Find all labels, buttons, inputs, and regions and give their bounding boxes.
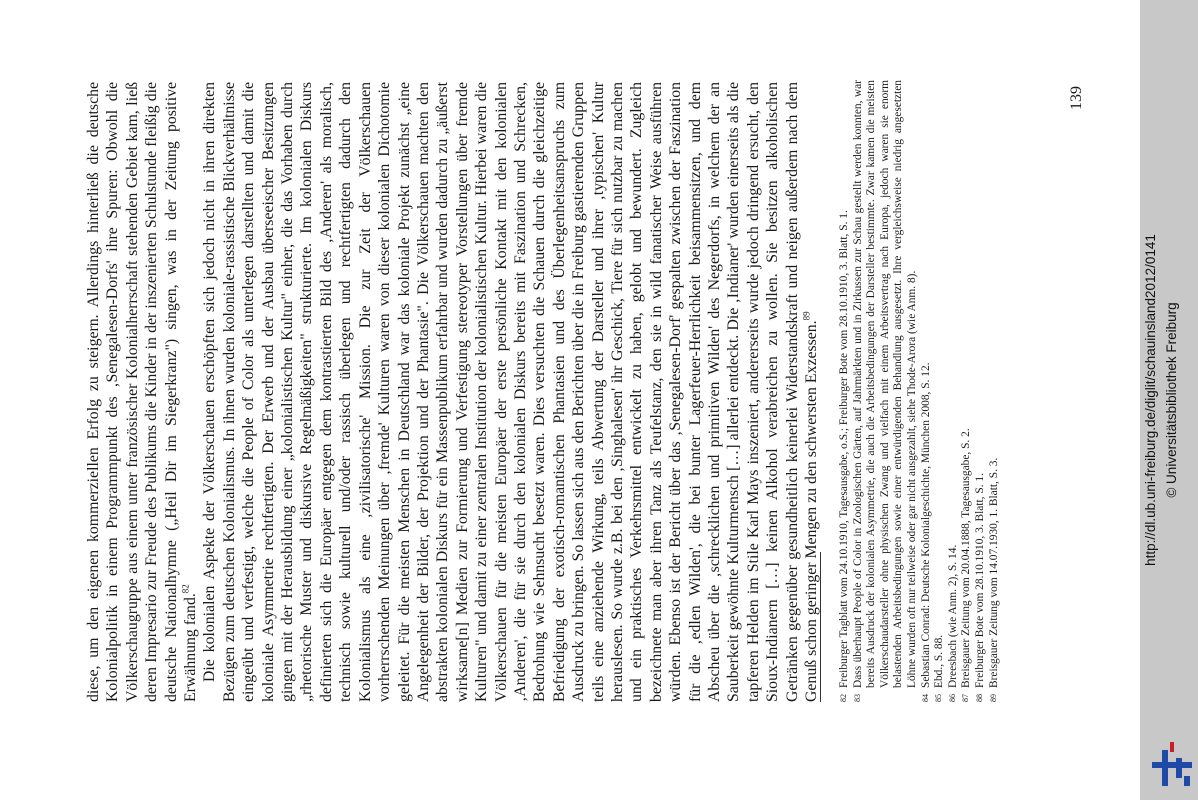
- footnote: 83 Dass überhaupt People of Color in Zoologischen Gärten, auf Jahrmärkten und in Zirkussen zur Schau gestellt werden konnten, war bereits Ausdruck der kolonialen Asymmetrie, die auch die Arbeitsbedingungen der Darsteller bestimmte. Zwar kamen die meisten Völkerschaudarsteller ohne physischen Zwang und vielfach mit einem Arbeitsvertrag nach Europa, jedoch waren sie enorm belastenden Arbeitsbedingungen sowie einer entwürdigenden Behandlung ausgesetzt. Ihre vergleichsweise niedrig angesetzten Löhne wurden oft nur teilweise oder gar nicht ausgezahlt, siehe Thode-Arora (wie Anm. 8).: [851, 80, 918, 702]
- footnote: 84 Sebastian Conrad: Deutsche Kolonialgeschichte, München 2008, S. 12.: [919, 362, 932, 702]
- footnote: 88 Freiburger Bote vom 28.10.1910, 3. Blatt, S. 1.: [973, 473, 986, 702]
- source-url-link[interactable]: http://dl.ub.uni-freiburg.de/diglit/schauinsland2012/0141: [1143, 234, 1158, 566]
- logo-bar: [1162, 750, 1168, 786]
- copyright-notice: © Universitätsbibliothek Freiburg: [1164, 302, 1179, 498]
- strip-text: [1140, 0, 1198, 800]
- footnote: 82 Freiburger Tagblatt vom 24.10.1910, Tagesausgabe, o.S.; Freiburger Bote vom 28.10.1910, 3. Blatt, S. 1.: [838, 210, 850, 702]
- logo-bar: [1176, 758, 1182, 778]
- footnotes: [838, 80, 1001, 702]
- footnote-ref: 82: [180, 584, 191, 594]
- logo-bar: [1152, 762, 1192, 768]
- body-text: [84, 82, 821, 702]
- footnote: 85 Ebd., S. 88.: [933, 634, 946, 702]
- footnote-ref: 89: [801, 311, 812, 321]
- ub-freiburg-logo-icon: [1150, 736, 1194, 796]
- body-paragraph: Die kolonialen Aspekte der Völkerschauen erschöpften sich jedoch nicht in ihren direkten Bezügen zum deutschen Kolonialismus. In ihnen wurden koloniale-rassistische Blickverhältnisse eingeübt und verfestigt, welche die People of Color als unterlegen darstellten und damit die koloniale Asymmetrie rechtfertigten. Der Erwerb und der Ausbau überseeischer Besitzungen gingen mit der Herausbildung einer „kolonialistischen Kultur" einher, die das Vorhaben durch „rhetorische Muster und diskursive Regelmäßigkeiten" strukturierte. Im kolonialen Diskurs definierten sich die Europäer entgegen dem kontrastierten Bild des ‚Anderen' als moralisch, technisch sowie kulturell und/oder rassisch überlegen und rechtfertigten dadurch den Kolonialismus als eine ‚zivilisatorische' Mission. Die zur Zeit der Völkerschauen vorherrschenden Meinungen über ‚fremde' Kulturen waren von dieser kolonialen Dichotomie geleitet. Für die meisten Menschen in Deutschland war das koloniale Projekt zunächst „eine Angelegenheit der Bilder, der Projektion und der Phantasie". Die Völkerschauen machten den abstrakten kolonialen Diskurs für ein Massenpublikum erfahrbar und wurden dadurch zu „äußerst wirksame[n] Medien zur Formierung und Verfestigung stereotyper Vorstellungen über fremde Kulturen" und damit zu einer zentralen Institution der kolonialistischen Kultur. Hierbei waren die Völkerschauen für die meisten Europäer der erste persönliche Kontakt mit den kolonialen ‚Anderen', die für sie durch den kolonialen Diskurs bereits mit Faszination und Schrecken, Bedrohung wie Sehnsucht besetzt waren. Dies versuchten die Schauen durch die gleichzeitige Befriedigung der exotisch-romantischen Phantasien und des Überlegenheitsanspruchs zum Ausdruck zu bringen. So lassen sich aus den Berichten über die in Freiburg gastierenden Gruppen teils eine anziehende Wirkung, teils Abwertung der Darsteller und ihrer ‚typischen' Kultur herauslesen. So wurde z.B. bei den ‚Singhalesen' ihr Geschick, Tiere für sich nutzbar zu machen und ein praktisches Verkehrsmittel entwickelt zu haben, gelobt und bewundert. Zugleich bezeichnete man aber ihren Tanz als Teufelstanz, den sie in wild fanatischer Weise ausführen würden. Ebenso ist der Bericht über das ‚Senegalesen-Dorf' gespalten zwischen der Faszination für die ‚edlen Wilden', die bei bunter Lagerfeuer-Herrlichkeit beisammensitzen, und dem Abscheu über die ‚schrecklichen und primitiven Wilden' des Negerdorfs, in welchem der an Sauberkeit gewöhnte Kulturmensch […] allerlei entdeckt. Die ‚Indianer' wurden einerseits als die tapferen Helden im Stile Karl Mays inszeniert, andererseits wurde jedoch dringend ersucht, den Sioux-Indianern […] keinen Alkohol verabreichen zu wollen. Sie besitzen alkoholischen Getränken gegenüber gesundheitlich keinerlei Widerstandskraft und neigen außerdem nach dem Genuß schon geringer Mengen zu den schwersten Exzessen.$^{89}$: [201, 82, 821, 702]
- body-paragraph: diese, um den eigenen kommerziellen Erfolg zu steigern. Allerdings hinterließ die deutsche Kolonialpolitik in einem Programmpunkt des ‚Senegalesen-Dorfs' ihre Spuren: Obwohl die Völkerschaugruppe aus einem unter französischer Kolonialherrschaft stehenden Gebiet kam, ließ deren Impresario zur Freude des Publikums die Kinder in der inszenierten Schulstunde fleißig die deutsche Nationalhymne („Heil Dir im Siegerkranz") singen, was in der Zeitung positive Erwähnung fand.$^{82}$: [85, 82, 200, 702]
- logo-bar: [1184, 776, 1190, 786]
- footnote: 86 Dreesbach (wie Anm. 2), S. 14.: [946, 544, 959, 702]
- logo-bar: [1170, 742, 1174, 752]
- footnote-separator: [820, 552, 821, 702]
- footnote: 87 Breisgauer Zeitung vom 20.04.1888, Tagesausgabe, S. 2.: [960, 428, 973, 702]
- page-number: 139: [1068, 86, 1085, 110]
- archive-strip: [1140, 0, 1198, 800]
- footnote: 89 Breisgauer Zeitung vom 14.07.1930, 1. Blatt, S. 3.: [987, 457, 1000, 702]
